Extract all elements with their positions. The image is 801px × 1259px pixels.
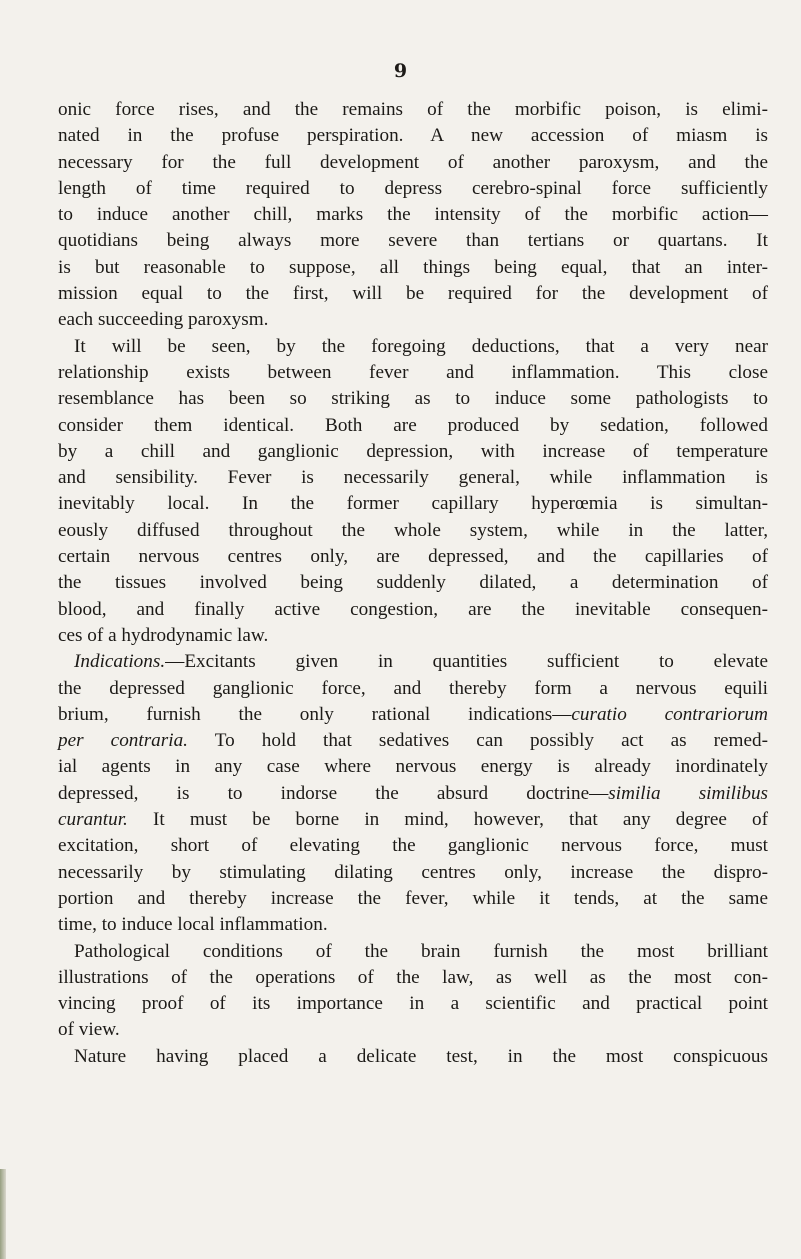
text-run: nated in the profuse perspiration. A new accession of miasm is: [58, 125, 768, 147]
text-line: [58, 833, 768, 859]
text-line: [58, 413, 768, 439]
text-line: [58, 334, 768, 360]
text-run: mission equal to the first, will be required for the development of: [58, 283, 768, 305]
text-run: portion and thereby increase the fever, while it tends, at the same: [58, 887, 768, 909]
text-line: [58, 597, 768, 623]
text-line: [58, 728, 768, 754]
text-run: each succeeding paroxysm.: [58, 309, 269, 331]
text-run: necessary for the full development of another paroxysm, and the: [58, 151, 768, 173]
text-run: It must be borne in mind, however, that any degree of: [127, 809, 768, 831]
text-run: Pathological conditions of the brain furnish the most brilliant: [74, 940, 768, 962]
text-run: vincing proof of its importance in a scientific and practical point: [58, 993, 768, 1015]
text-line: [58, 360, 768, 386]
text-run: illustrations of the operations of the law, as well as the most con-: [58, 966, 768, 988]
page-number: 9: [393, 60, 408, 82]
text-line: [58, 1044, 768, 1070]
text-run: depressed, is to indorse the absurd doctrine—: [58, 782, 609, 804]
text-run: quotidians being always more severe than tertians or quartans. It: [58, 230, 768, 252]
text-run: To hold that sedatives can possibly act as remed-: [187, 730, 768, 752]
text-line: [58, 491, 768, 517]
text-run: —Excitants given in quantities sufficient to elevate: [165, 651, 768, 673]
text-line: [58, 1017, 768, 1043]
text-run: eously diffused throughout the whole system, while in the latter,: [58, 519, 768, 541]
text-line: [58, 623, 768, 649]
text-run: Nature having placed a delicate test, in the most conspicuous: [74, 1045, 768, 1067]
text-run: and sensibility. Fever is necessarily general, while inflammation is: [58, 467, 768, 489]
italic-phrase: curatio contrariorum: [571, 703, 768, 725]
text-line: [58, 386, 768, 412]
text-run: ial agents in any case where nervous energy is already inordinately: [58, 756, 768, 778]
text-line: [58, 702, 768, 728]
italic-phrase: Indications.: [74, 651, 166, 673]
text-line: [58, 991, 768, 1017]
text-line: [58, 439, 768, 465]
text-line: [58, 886, 768, 912]
italic-phrase: curantur.: [58, 809, 128, 831]
text-line: [58, 754, 768, 780]
text-line: [58, 965, 768, 991]
text-run: time, to induce local inflammation.: [58, 914, 328, 936]
text-run: onic force rises, and the remains of the morbific poison, is elimi-: [58, 99, 768, 120]
text-run: the tissues involved being suddenly dilated, a determination of: [58, 572, 768, 594]
text-run: relationship exists between fever and inflammation. This close: [58, 361, 768, 383]
italic-phrase: per contraria.: [58, 730, 188, 752]
scan-edge-mark: [0, 1169, 6, 1259]
text-run: necessarily by stimulating dilating centres only, increase the dispro-: [58, 861, 768, 883]
text-line: [58, 570, 768, 596]
text-line: [58, 781, 768, 807]
text-line: [58, 518, 768, 544]
text-line: [58, 912, 768, 938]
text-line: [58, 228, 768, 254]
text-run: by a chill and ganglionic depression, with increase of temperature: [58, 440, 768, 462]
text-line: [58, 807, 768, 833]
text-line: [58, 97, 768, 123]
text-run: is but reasonable to suppose, all things being equal, that an inter-: [58, 256, 768, 278]
text-line: [58, 123, 768, 149]
text-line: [58, 465, 768, 491]
text-run: of view.: [58, 1019, 120, 1041]
text-line: [58, 307, 768, 333]
text-line: [58, 202, 768, 228]
text-line: [58, 281, 768, 307]
text-run: certain nervous centres only, are depressed, and the capillaries of: [58, 546, 768, 568]
italic-phrase: similia similibus: [608, 782, 769, 804]
text-run: the depressed ganglionic force, and thereby form a nervous equili: [58, 677, 768, 699]
text-run: ces of a hydrodynamic law.: [58, 624, 269, 646]
text-line: [58, 939, 768, 965]
text-run: resemblance has been so striking as to induce some pathologists to: [58, 388, 768, 410]
text-run: It will be seen, by the foregoing deductions, that a very near: [74, 335, 768, 357]
text-line: [58, 860, 768, 886]
text-line: [58, 676, 768, 702]
body-text: [58, 97, 768, 1070]
text-run: brium, furnish the only rational indications—: [58, 703, 572, 725]
text-run: consider them identical. Both are produced by sedation, followed: [58, 414, 768, 436]
text-line: [58, 150, 768, 176]
text-run: blood, and finally active congestion, are the inevitable consequen-: [58, 598, 768, 620]
text-run: inevitably local. In the former capillary hyperœmia is simultan-: [58, 493, 768, 515]
text-line: [58, 649, 768, 675]
text-line: [58, 544, 768, 570]
text-run: to induce another chill, marks the intensity of the morbific action—: [58, 204, 768, 226]
text-line: [58, 255, 768, 281]
text-run: length of time required to depress cerebro-spinal force sufficiently: [58, 177, 768, 199]
text-line: [58, 176, 768, 202]
text-run: excitation, short of elevating the ganglionic nervous force, must: [58, 835, 768, 857]
